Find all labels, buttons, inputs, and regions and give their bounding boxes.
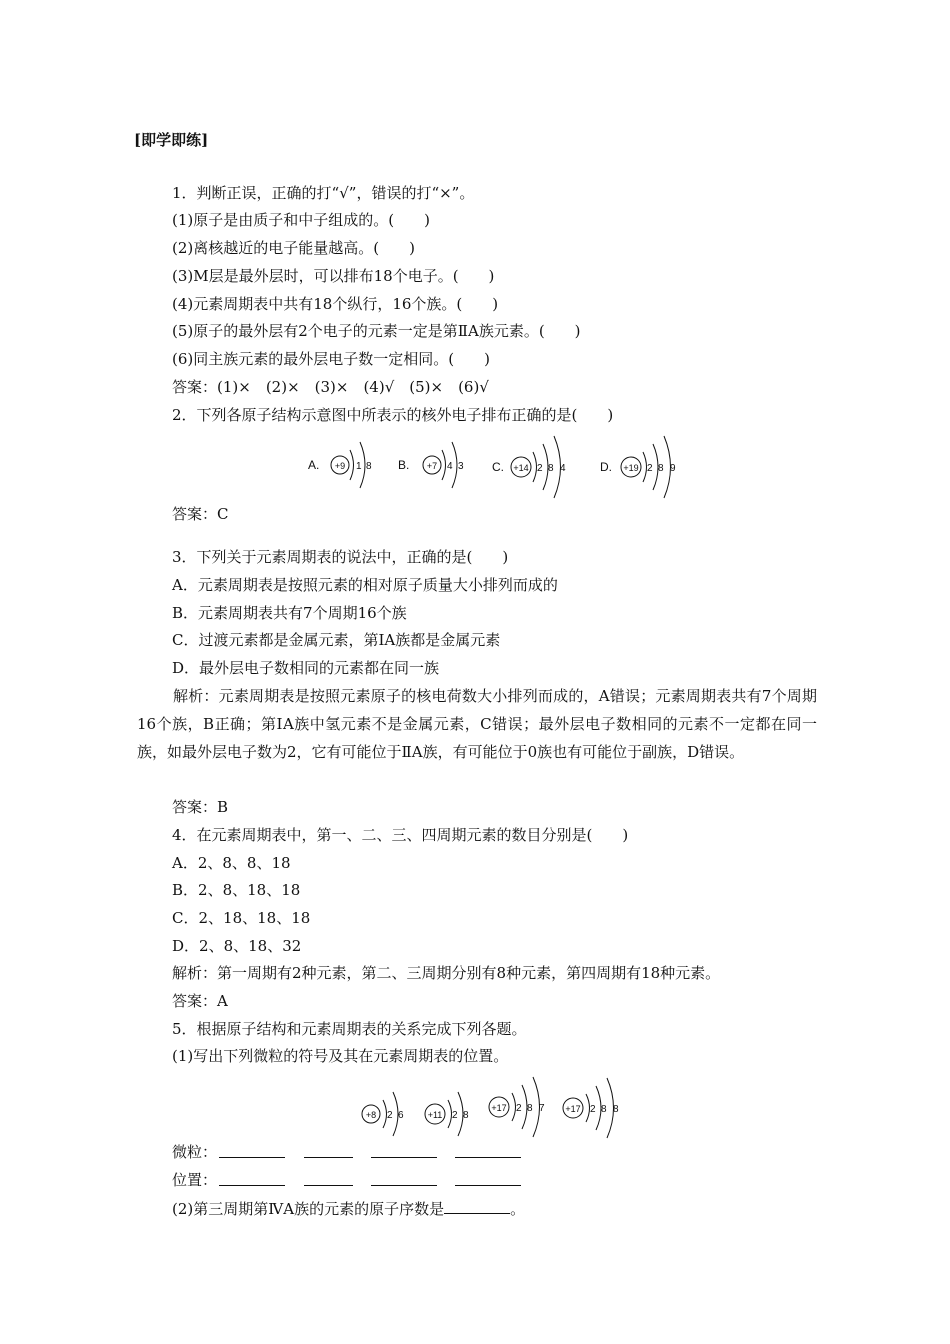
part-2-text: (2)第三周期第ⅣA族的元素的原子序数是 xyxy=(172,1200,445,1218)
question-1-item: (1)原子是由质子和中子组成的。( ) xyxy=(172,211,430,229)
question-4-option-d: D．2、8、18、32 xyxy=(172,937,302,955)
particle-blank-2[interactable] xyxy=(304,1141,353,1158)
position-label: 位置： xyxy=(172,1171,218,1189)
question-1-item: (2)离核越近的电子能量越高。( ) xyxy=(172,239,415,257)
svg-text:2: 2 xyxy=(387,1110,393,1121)
question-3-option-b: B．元素周期表共有7个周期16个族 xyxy=(172,604,407,622)
particle-blank-1[interactable] xyxy=(219,1141,285,1158)
svg-text:+17: +17 xyxy=(565,1104,581,1114)
svg-text:C.: C. xyxy=(492,460,504,474)
svg-text:2: 2 xyxy=(590,1104,596,1115)
svg-text:8: 8 xyxy=(601,1104,607,1115)
svg-text:+19: +19 xyxy=(623,463,639,473)
question-1-item: (5)原子的最外层有2个电子的元素一定是第ⅡA族元素。( ) xyxy=(172,322,581,340)
svg-text:3: 3 xyxy=(458,461,464,472)
question-2-stem: 2．下列各原子结构示意图中所表示的核外电子排布正确的是( ) xyxy=(172,406,614,424)
svg-text:D.: D. xyxy=(600,460,612,474)
section-heading: [即学即练] xyxy=(134,131,209,149)
question-5-part-2 xyxy=(172,1197,525,1219)
svg-text:B.: B. xyxy=(398,458,410,472)
question-4-option-a: A．2、8、8、18 xyxy=(172,854,291,872)
position-blank-1[interactable] xyxy=(219,1169,285,1186)
atom-diagram-c xyxy=(492,436,566,498)
svg-text:4: 4 xyxy=(560,463,566,474)
svg-text:+7: +7 xyxy=(426,461,438,471)
svg-text:8: 8 xyxy=(527,1103,533,1114)
svg-text:+14: +14 xyxy=(513,463,529,473)
particle-diagram-3 xyxy=(489,1077,545,1137)
particle-row xyxy=(172,1142,217,1162)
question-4-option-c: C．2、18、18、18 xyxy=(172,909,311,927)
question-5-part-1: (1)写出下列微粒的符号及其在元素周期表的位置。 xyxy=(172,1047,509,1065)
question-4-analysis: 解析：第一周期有2种元素，第二、三周期分别有8种元素，第四周期有18种元素。 xyxy=(172,964,721,982)
svg-text:8: 8 xyxy=(613,1104,619,1115)
svg-text:6: 6 xyxy=(398,1110,404,1121)
question-3-option-c: C．过渡元素都是金属元素，第ⅠA族都是金属元素 xyxy=(172,631,501,649)
svg-text:8: 8 xyxy=(548,463,554,474)
position-blank-4[interactable] xyxy=(455,1169,521,1186)
svg-text:+9: +9 xyxy=(334,461,346,471)
svg-text:2: 2 xyxy=(516,1103,522,1114)
particle-diagram-4 xyxy=(563,1078,619,1138)
particle-blank-3[interactable] xyxy=(371,1141,437,1158)
svg-text:2: 2 xyxy=(537,463,543,474)
svg-text:+8: +8 xyxy=(365,1110,377,1120)
question-3-analysis: 解析：元素周期表是按照元素原子的核电荷数大小排列而成的，A错误；元素周期表共有7个周期16个族，B正确；第ⅠA族中氢元素不是金属元素，C错误；最外层电子数相同的元素不一定都在同一族，如最外层电子数为2，它有可能位于ⅡA族，有可能位于0族也有可能位于副族，D错误。 xyxy=(137,687,817,761)
question-2-answer: 答案：C xyxy=(172,505,229,523)
position-blank-2[interactable] xyxy=(304,1169,353,1186)
question-5-stem: 5．根据原子结构和元素周期表的关系完成下列各题。 xyxy=(172,1020,527,1038)
svg-text:+17: +17 xyxy=(491,1103,507,1113)
question-4-stem: 4．在元素周期表中，第一、二、三、四周期元素的数目分别是( ) xyxy=(172,826,629,844)
particle-structure-diagrams xyxy=(355,1078,635,1144)
question-3-answer: 答案：B xyxy=(172,798,229,816)
particle-blank-4[interactable] xyxy=(455,1141,521,1158)
svg-text:1: 1 xyxy=(356,461,362,472)
svg-text:4: 4 xyxy=(447,461,453,472)
svg-text:8: 8 xyxy=(463,1110,469,1121)
svg-text:8: 8 xyxy=(366,461,372,472)
question-1-item: (4)元素周期表中共有18个纵行，16个族。( ) xyxy=(172,295,499,313)
svg-text:+11: +11 xyxy=(427,1110,443,1120)
atom-diagram-d xyxy=(600,436,676,498)
atom-diagram-b xyxy=(398,442,464,488)
question-3-option-a: A．元素周期表是按照元素的相对原子质量大小排列而成的 xyxy=(172,576,558,594)
question-1-answer: 答案：(1)× (2)× (3)× (4)√ (5)× (6)√ xyxy=(172,378,489,396)
particle-label: 微粒： xyxy=(172,1143,218,1161)
question-4-answer: 答案：A xyxy=(172,992,228,1010)
atomic-structure-options xyxy=(300,440,700,500)
particle-diagram-1 xyxy=(362,1092,404,1136)
svg-text:2: 2 xyxy=(452,1110,458,1121)
svg-text:7: 7 xyxy=(539,1103,545,1114)
part-2-end: 。 xyxy=(510,1200,526,1218)
atom-diagram-a xyxy=(308,442,372,488)
atomic-number-blank[interactable] xyxy=(444,1197,510,1214)
question-1-item: (6)同主族元素的最外层电子数一定相同。( ) xyxy=(172,350,490,368)
svg-text:2: 2 xyxy=(647,463,653,474)
position-row xyxy=(172,1170,217,1190)
question-4-option-b: B．2、8、18、18 xyxy=(172,881,301,899)
particle-diagram-2 xyxy=(425,1092,469,1136)
svg-text:A.: A. xyxy=(308,458,320,472)
svg-text:8: 8 xyxy=(658,463,664,474)
position-blank-3[interactable] xyxy=(371,1169,437,1186)
question-3-option-d: D．最外层电子数相同的元素都在同一族 xyxy=(172,659,440,677)
svg-text:9: 9 xyxy=(670,463,676,474)
question-3-stem: 3．下列关于元素周期表的说法中，正确的是( ) xyxy=(172,548,509,566)
question-1-item: (3)M层是最外层时，可以排布18个电子。( ) xyxy=(172,267,495,285)
question-1-stem: 1．判断正误，正确的打“√”，错误的打“×”。 xyxy=(172,184,475,202)
